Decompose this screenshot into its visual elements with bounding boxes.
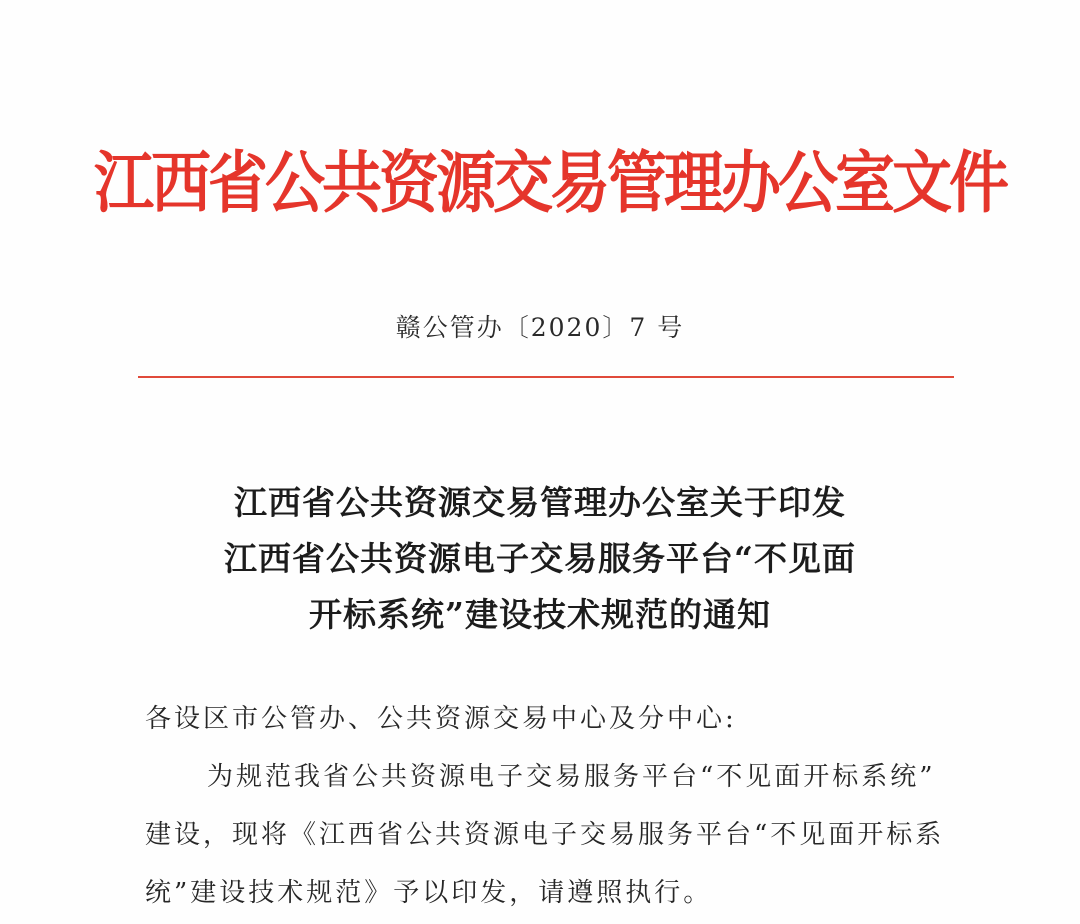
body-line-3: 统”建设技术规范》予以印发，请遵照执行。 — [145, 878, 713, 908]
notice-title-line-2: 江西省公共资源电子交易服务平台“不见面 — [224, 539, 856, 578]
issuer-header-title: 江西省公共资源交易管理办公室文件 — [94, 144, 1006, 223]
red-separator-line — [138, 376, 954, 378]
body-line-2: 建设，现将《江西省公共资源电子交易服务平台“不见面开标系 — [145, 820, 945, 850]
body-line-1: 为规范我省公共资源电子交易服务平台“不见面开标系统” — [207, 762, 936, 792]
notice-title-line-3: 开标系统”建设技术规范的通知 — [309, 595, 771, 634]
notice-title-line-1: 江西省公共资源交易管理办公室关于印发 — [234, 483, 846, 522]
notice-title — [0, 475, 1080, 643]
notice-body — [145, 690, 965, 922]
document-number: 赣公管办〔2020〕7 号 — [395, 313, 685, 342]
addressee-line: 各设区市公管办、公共资源交易中心及分中心: — [145, 704, 737, 734]
